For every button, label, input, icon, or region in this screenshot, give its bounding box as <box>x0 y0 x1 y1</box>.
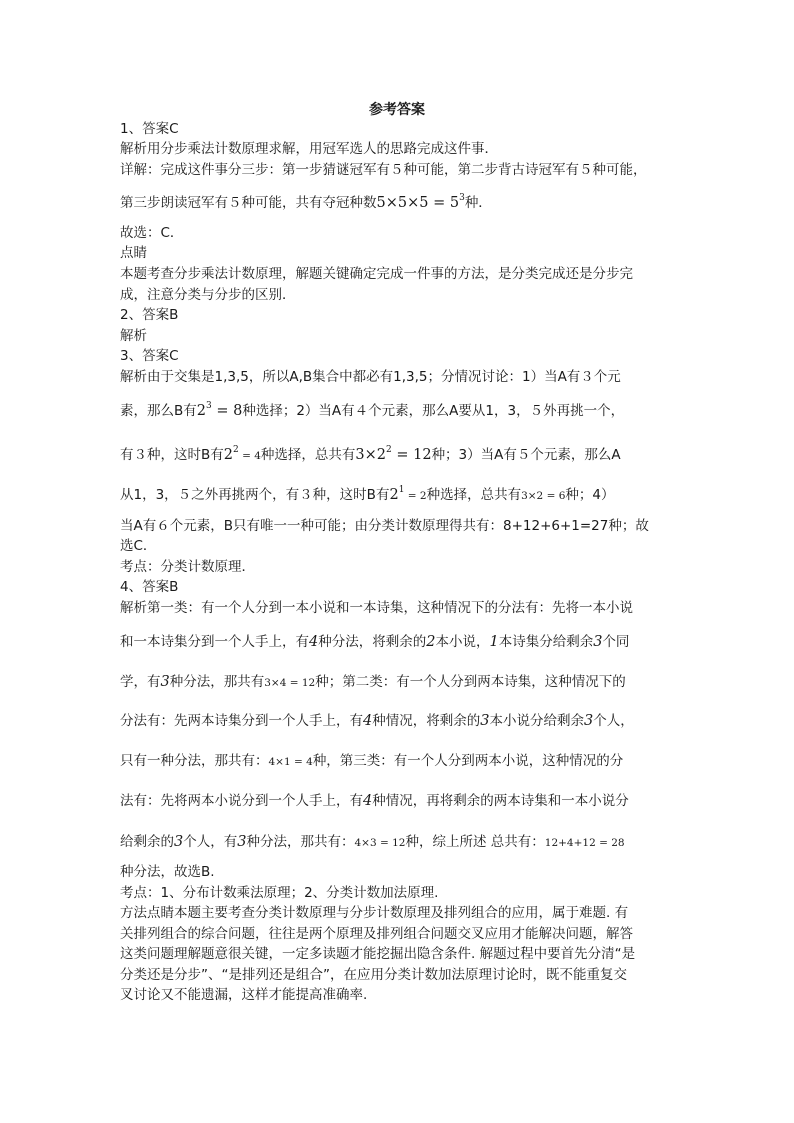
q1-answer: 1、答案C <box>120 121 179 137</box>
q3-formula-d: $2^1 = 2$ <box>389 485 427 503</box>
q1-detail-line-1: 详解：完成这件事分三步：第一步猜谜冠军有５种可能，第二步背古诗冠军有５种可能， <box>120 162 647 178</box>
q4-line-5: 只有一种分法，那共有：4×1 = 4种，第三类：有一个人分到两本小说，这种情况的分 <box>120 753 624 769</box>
page-title: 参考答案 <box>369 102 425 118</box>
q2-analysis: 解析 <box>120 328 147 344</box>
q4-method-line-2: 关排列组合的综合问题，往往是两个原理及排列组合问题交叉应用才能解决问题，解答 <box>120 926 633 942</box>
q3-line-6: 选C． <box>120 538 157 554</box>
q3-line-5: 当A有６个元素，B只有唯一一种可能；由分类计数原理得共有：8+12+6+1=27种；故 <box>120 518 649 534</box>
q4-line-1: 解析第一类：有一个人分到一本小说和一本诗集，这种情况下的分法有：先将一本小说 <box>120 600 633 616</box>
q4-method-line-5: 叉讨论又不能遗漏，这样才能提高准确率. <box>120 987 368 1003</box>
q1-detail-line-2 <box>120 193 492 213</box>
q3-formula-e: 3×2 = 6 <box>521 490 566 502</box>
q1-analysis: 解析用分步乘法计数原理求解，用冠军选人的思路完成这件事． <box>120 141 498 157</box>
q4-line-7: 给剩余的3个人，有3种分法，那共有：4×3 = 12种，综上所述 总共有：12+4+12 = 28 <box>120 834 625 850</box>
q4-line-2: 和一本诗集分到一个人手上，有4种分法，将剩余的2本小说，1本诗集分给剩余3个同 <box>120 634 630 650</box>
q4-line-6: 法有：先将两本小说分到一个人手上，有4种情况，再将剩余的两本诗集和一本小说分 <box>120 793 629 809</box>
q1-comment-head: 点睛 <box>120 245 147 261</box>
q1-comment-line-2: 成，注意分类与分步的区别． <box>120 287 296 303</box>
q1-detail-text: 第三步朗读冠军有５种可能，共有夺冠种数 <box>120 195 377 211</box>
q4-method-line-4: 分类还是分步”、“是排列还是组合”，在应用分类计数加法原理讨论时，既不能重复交 <box>120 967 627 983</box>
q1-formula: $5\times 5\times 5 = 5^3$ <box>376 193 465 211</box>
q4-formula-d: 12+4+12 = 28 <box>544 837 625 849</box>
q4-formula-a: 3×4 = 12 <box>264 677 316 689</box>
q4-formula-c: 4×3 = 12 <box>354 837 406 849</box>
q4-method-line-3: 这类问题理解题意很关键，一定多读题才能挖掘出隐含条件. 解题过程中要首先分清“是 <box>120 946 636 962</box>
q3-line-4: 从1，3，５之外再挑两个，有３种，这时B有$2^1 = 2$种选择，总共有3×2 = 6种；4） <box>120 485 615 503</box>
q3-line-3: 有３种，这时B有$2^2 = 4$种选择，总共有$3\times 2^2 = 12$种；3）当A有５个元素，那么A <box>120 445 621 463</box>
q1-detail-suffix: 种． <box>464 195 492 211</box>
q3-answer: 3、答案C <box>120 348 179 364</box>
q3-line-1: 解析由于交集是1,3,5，所以A,B集合中都必有1,3,5；分情况讨论：1）当A有３个元 <box>120 369 621 385</box>
q3-formula-a: $2^3 = 8$ <box>196 401 243 419</box>
q4-line-4: 分法有：先两本诗集分到一个人手上，有4种情况，将剩余的3本小说分给剩余3个人， <box>120 713 634 729</box>
q4-formula-b: 4×1 = 4 <box>268 756 313 768</box>
q2-answer: 2、答案B <box>120 307 179 323</box>
q4-line-3: 学，有3种分法，那共有3×4 = 12种；第二类：有一个人分到两本诗集，这种情况下的 <box>120 674 626 690</box>
q4-answer: 4、答案B <box>120 579 179 595</box>
q3-formula-b: $2^2 = 4$ <box>223 445 261 463</box>
q3-formula-c: $3\times 2^2 = 12$ <box>355 445 432 463</box>
q3-kaodian: 考点：分类计数原理． <box>120 559 255 575</box>
q4-kaodian: 考点：1、分布计数乘法原理；2、分类计数加法原理. <box>120 885 439 901</box>
q1-choose: 故选：C． <box>120 225 184 241</box>
q1-comment-line-1: 本题考查分步乘法计数原理，解题关键确定完成一件事的方法，是分类完成还是分步完 <box>120 266 633 282</box>
q3-line-2: 素，那么B有$2^3 = 8$种选择；2）当A有４个元素，那么A要从1，3，５外再挑一个， <box>120 401 625 419</box>
q4-line-8: 种分法，故选B. <box>120 864 215 880</box>
q4-method-line-1: 方法点睛本题主要考查分类计数原理与分步计数原理及排列组合的应用，属于难题. 有 <box>120 905 629 921</box>
